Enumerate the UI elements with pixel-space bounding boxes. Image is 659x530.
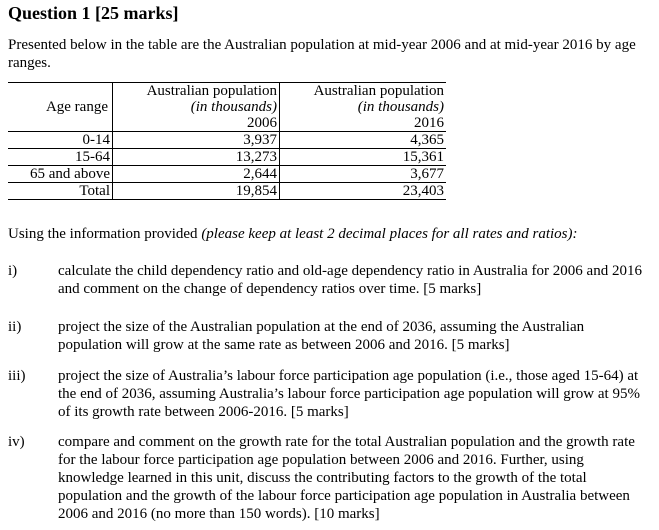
question-number: ii) xyxy=(8,319,22,335)
row-2006-value: 13,273 xyxy=(113,149,280,166)
table-row xyxy=(8,166,446,183)
row-2016-value: 23,403 xyxy=(280,183,447,200)
question-number: i) xyxy=(8,263,18,279)
question-title: Question 1 [25 marks] xyxy=(8,3,179,23)
row-age: 65 and above xyxy=(8,166,113,183)
header-2016-year: 2016 xyxy=(414,115,444,131)
header-2016-unit: (in thousands) xyxy=(357,99,444,115)
question-number: iv) xyxy=(8,434,25,450)
header-2006-unit: (in thousands) xyxy=(190,99,277,115)
instruction-line xyxy=(8,225,578,243)
header-2016-title: Australian population xyxy=(313,83,444,99)
row-age: 15-64 xyxy=(8,149,113,166)
header-age-range: Age range xyxy=(8,83,113,132)
table-row xyxy=(8,149,446,166)
header-2006 xyxy=(113,83,280,132)
question-text: project the size of Australia’s labour force participation age population (i.e., those aged 15-64) at the end of 2036, assuming Australia’s labour force participation age population will grow at 95% of its growth rate between 2006-2016. [5 marks] xyxy=(58,368,640,420)
instruction-italic: (please keep at least 2 decimal places for all rates and ratios): xyxy=(201,226,578,242)
row-2006-value: 3,937 xyxy=(113,132,280,149)
row-age: Total xyxy=(8,183,113,200)
table-row xyxy=(8,132,446,149)
intro-paragraph: Presented below in the table are the Australian population at mid-year 2006 and at mid-year 2016 by age ranges. xyxy=(8,37,636,71)
row-2016-value: 15,361 xyxy=(280,149,447,166)
table-header-row xyxy=(8,83,446,132)
table-row-total xyxy=(8,183,446,200)
row-2006-value: 2,644 xyxy=(113,166,280,183)
row-2006-value: 19,854 xyxy=(113,183,280,200)
instruction-plain: Using the information provided xyxy=(8,226,202,242)
row-age: 0-14 xyxy=(8,132,113,149)
question-text: calculate the child dependency ratio and old-age dependency ratio in Australia for 2006 and 2016 and comment on the change of dependency ratios over time. [5 marks] xyxy=(58,263,642,297)
row-2016-value: 4,365 xyxy=(280,132,447,149)
header-2006-year: 2006 xyxy=(247,115,277,131)
header-2016 xyxy=(280,83,447,132)
question-number: iii) xyxy=(8,368,26,384)
question-text: compare and comment on the growth rate for the total Australian population and the growth rate for the labour force participation age population between 2006 and 2016. Further, using knowledge learned in this unit, discuss the contributing factors to the growth of the total population and the growth of the labour force participation age population in Australia between 2006 and 2016 (no more than 150 words). [10 marks] xyxy=(58,434,635,522)
population-table xyxy=(8,82,446,200)
question-text: project the size of the Australian population at the end of 2036, assuming the Australian population will grow at the same rate as between 2006 and 2016. [5 marks] xyxy=(58,319,585,353)
row-2016-value: 3,677 xyxy=(280,166,447,183)
header-2006-title: Australian population xyxy=(146,83,277,99)
